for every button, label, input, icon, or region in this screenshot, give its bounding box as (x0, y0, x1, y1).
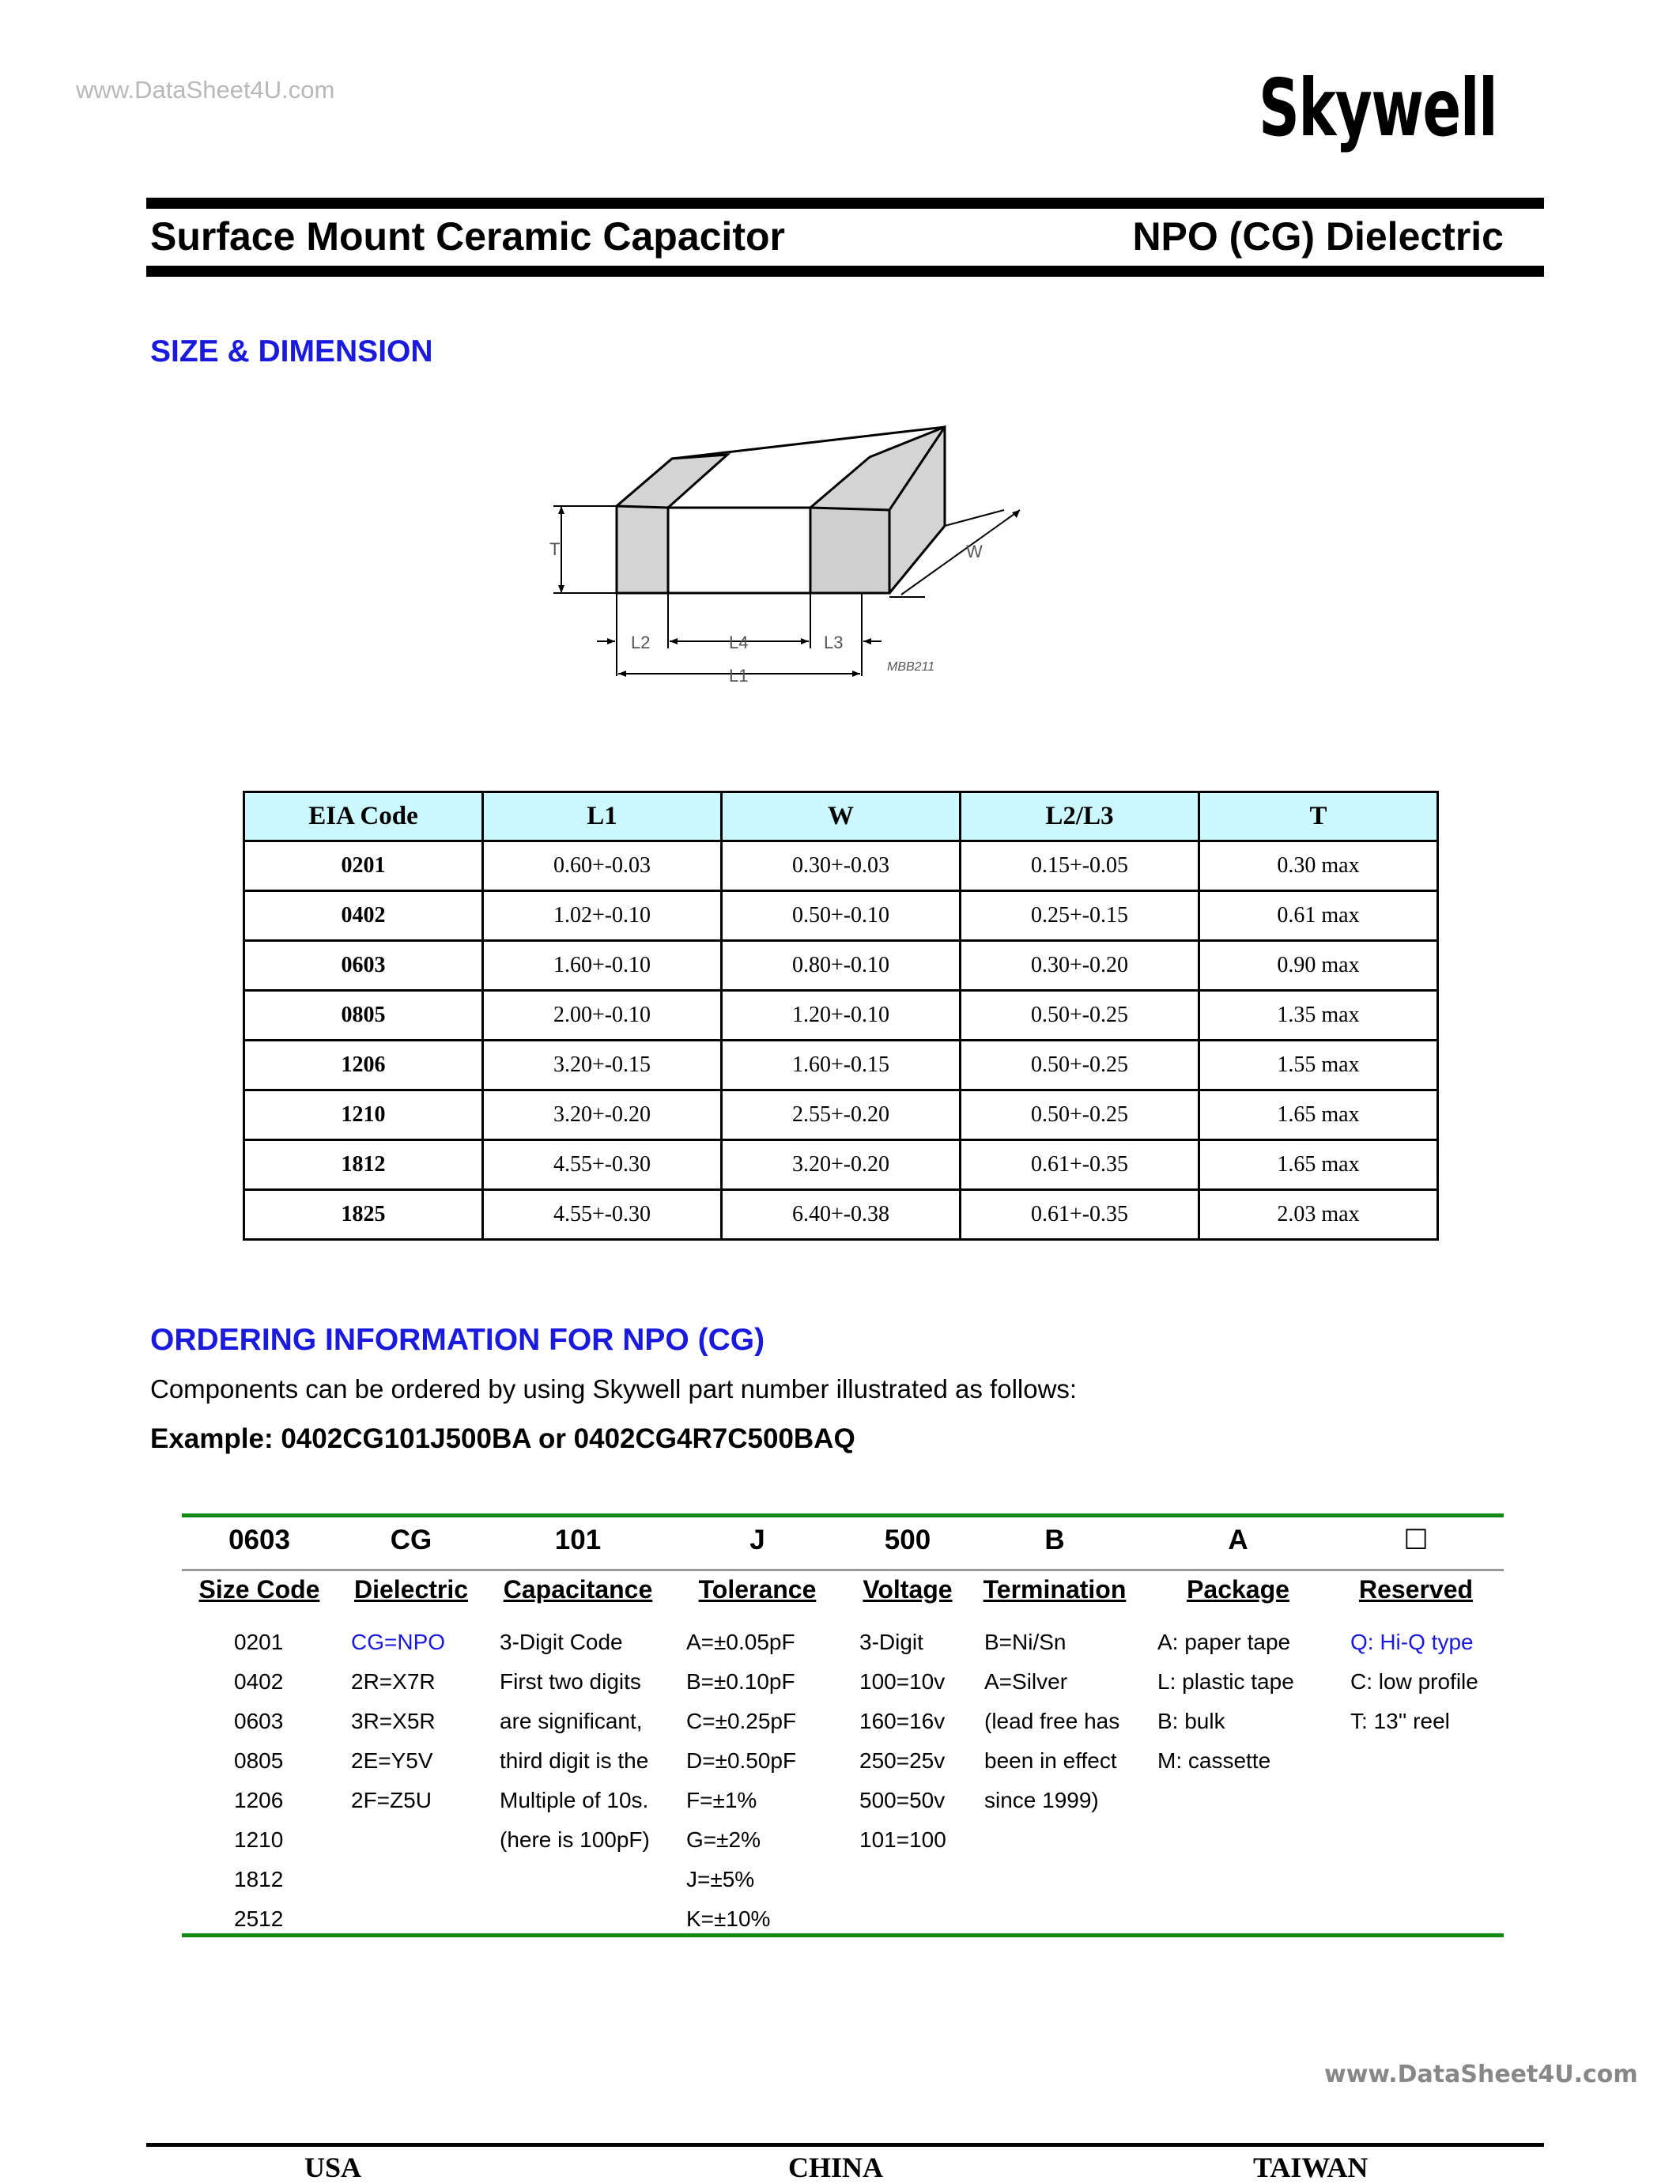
header-voltage: Voltage (863, 1575, 953, 1604)
cell-w: 1.20+-0.10 (722, 991, 961, 1041)
cell-l2-l3: 0.61+-0.35 (961, 1140, 1199, 1190)
code-package: A (1228, 1525, 1248, 1555)
document-subtitle: NPO (CG) Dielectric (1132, 214, 1504, 259)
col-l2-l3: L2/L3 (961, 792, 1199, 841)
list-item: 101=100 (859, 1827, 946, 1852)
list-item: A=±0.05pF (686, 1630, 795, 1654)
label-l2: L2 (631, 633, 651, 652)
termination-options (984, 1623, 1119, 1820)
cell-l1: 4.55+-0.30 (483, 1140, 722, 1190)
table-row (244, 891, 1438, 941)
list-item: 2512 (234, 1906, 284, 1931)
watermark-top[interactable]: www.DataSheet4U.com (76, 76, 335, 104)
list-item: 0805 (234, 1748, 284, 1773)
list-item: 0201 (234, 1630, 284, 1654)
code-capacitance: 101 (554, 1525, 602, 1555)
header-dielectric: Dielectric (353, 1575, 469, 1604)
cell-eia-code: 1206 (244, 1041, 483, 1090)
cell-w: 0.50+-0.10 (722, 891, 961, 941)
list-item: 2R=X7R (351, 1669, 436, 1694)
list-item: 3R=X5R (351, 1709, 436, 1733)
list-item: J=±5% (686, 1867, 755, 1891)
footer-usa: USA (304, 2152, 362, 2183)
label-t: T (549, 539, 561, 559)
header-reserved: Reserved (1358, 1575, 1474, 1604)
voltage-options (859, 1623, 946, 1860)
cell-w: 2.55+-0.20 (722, 1090, 961, 1140)
list-item: 1210 (234, 1827, 284, 1852)
list-item: A=Silver (984, 1669, 1068, 1694)
header-size-code: Size Code (198, 1575, 320, 1604)
label-l3: L3 (824, 633, 844, 652)
col-eia-code: EIA Code (244, 792, 483, 841)
cell-l1: 3.20+-0.20 (483, 1090, 722, 1140)
table-row (244, 1190, 1438, 1240)
capacitor-dimension-diagram (546, 419, 1059, 688)
code-termination: B (1044, 1525, 1065, 1555)
cell-w: 6.40+-0.38 (722, 1190, 961, 1240)
header-capacitance: Capacitance (503, 1575, 653, 1604)
cell-l2-l3: 0.30+-0.20 (961, 941, 1199, 991)
capacitance-options (500, 1623, 650, 1860)
cell-l2-l3: 0.25+-0.15 (961, 891, 1199, 941)
list-item: C=±0.25pF (686, 1709, 797, 1733)
list-item: 1812 (234, 1867, 284, 1891)
col-w: W (722, 792, 961, 841)
reserved-options (1350, 1623, 1478, 1741)
list-item: B=±0.10pF (686, 1669, 795, 1694)
cell-t: 1.65 max (1199, 1140, 1438, 1190)
label-l1: L1 (729, 666, 749, 686)
cell-l1: 1.60+-0.10 (483, 941, 722, 991)
size-dimension-table (243, 791, 1439, 1241)
table-header-row (244, 792, 1438, 841)
list-item: 3-Digit (859, 1630, 923, 1654)
list-item: been in effect (984, 1748, 1117, 1773)
table-row (244, 1090, 1438, 1140)
cell-eia-code: 1210 (244, 1090, 483, 1140)
list-item: third digit is the (500, 1748, 649, 1773)
cell-l1: 0.60+-0.03 (483, 841, 722, 891)
ordering-bottom-rule (182, 1933, 1504, 1937)
cell-l2-l3: 0.50+-0.25 (961, 1090, 1199, 1140)
document-title: Surface Mount Ceramic Capacitor (150, 214, 785, 259)
list-item: 160=16v (859, 1709, 946, 1733)
header-termination: Termination (983, 1575, 1127, 1604)
list-item: since 1999) (984, 1788, 1099, 1812)
list-item: Q: Hi-Q type (1350, 1630, 1474, 1654)
list-item: F=±1% (686, 1788, 757, 1812)
label-l4: L4 (729, 633, 749, 652)
cell-l2-l3: 0.61+-0.35 (961, 1190, 1199, 1240)
list-item: D=±0.50pF (686, 1748, 797, 1773)
list-item: Multiple of 10s. (500, 1788, 649, 1812)
list-item: B=Ni/Sn (984, 1630, 1067, 1654)
list-item: (here is 100pF) (500, 1827, 650, 1852)
list-item: 0603 (234, 1709, 284, 1733)
ordering-intro: Components can be ordered by using Skywell part number illustrated as follows: (150, 1374, 1078, 1404)
watermark-bottom[interactable]: www.DataSheet4U.com (1324, 2061, 1638, 2088)
cell-t: 0.90 max (1199, 941, 1438, 991)
list-item: M: cassette (1157, 1748, 1271, 1773)
footer-rule (146, 2143, 1544, 2147)
size-dimension-heading: SIZE & DIMENSION (150, 334, 433, 368)
list-item: 2E=Y5V (351, 1748, 433, 1773)
title-bottom-rule (146, 266, 1544, 277)
list-item: B: bulk (1157, 1709, 1225, 1733)
cell-w: 3.20+-0.20 (722, 1140, 961, 1190)
cell-w: 0.80+-0.10 (722, 941, 961, 991)
cell-t: 1.55 max (1199, 1041, 1438, 1090)
cell-l2-l3: 0.50+-0.25 (961, 991, 1199, 1041)
list-item: 2F=Z5U (351, 1788, 432, 1812)
size-code-options (234, 1623, 283, 1939)
title-top-rule (146, 198, 1544, 209)
tolerance-options (686, 1623, 796, 1939)
list-item: T: 13'' reel (1350, 1709, 1450, 1733)
ordering-heading: ORDERING INFORMATION FOR NPO (CG) (150, 1323, 765, 1357)
list-item: 250=25v (859, 1748, 946, 1773)
list-item: K=±10% (686, 1906, 771, 1931)
diagram-ref: MBB211 (887, 660, 935, 674)
cell-t: 1.65 max (1199, 1090, 1438, 1140)
footer-china: CHINA (788, 2152, 884, 2183)
ordering-top-rule (182, 1513, 1504, 1517)
list-item: 0402 (234, 1669, 284, 1694)
table-row (244, 1041, 1438, 1090)
table-row (244, 991, 1438, 1041)
col-l1: L1 (483, 792, 722, 841)
cell-l1: 1.02+-0.10 (483, 891, 722, 941)
cell-eia-code: 1825 (244, 1190, 483, 1240)
table-row (244, 841, 1438, 891)
package-options (1157, 1623, 1294, 1781)
cell-l1: 2.00+-0.10 (483, 991, 722, 1041)
header-tolerance: Tolerance (698, 1575, 817, 1604)
footer-taiwan: TAIWAN (1253, 2152, 1369, 2183)
cell-eia-code: 0603 (244, 941, 483, 991)
list-item: G=±2% (686, 1827, 761, 1852)
cell-eia-code: 0402 (244, 891, 483, 941)
cell-l2-l3: 0.15+-0.05 (961, 841, 1199, 891)
col-t: T (1199, 792, 1438, 841)
table-row (244, 1140, 1438, 1190)
cell-t: 1.35 max (1199, 991, 1438, 1041)
cell-l2-l3: 0.50+-0.25 (961, 1041, 1199, 1090)
code-voltage: 500 (884, 1525, 931, 1555)
list-item: A: paper tape (1157, 1630, 1291, 1654)
cell-w: 0.30+-0.03 (722, 841, 961, 891)
table-row (244, 941, 1438, 991)
cell-t: 2.03 max (1199, 1190, 1438, 1240)
skywell-logo: Skywell (1259, 62, 1497, 154)
list-item: 500=50v (859, 1788, 946, 1812)
cell-eia-code: 1812 (244, 1140, 483, 1190)
label-w: W (966, 542, 983, 561)
cell-eia-code: 0805 (244, 991, 483, 1041)
header-package: Package (1187, 1575, 1289, 1604)
cell-eia-code: 0201 (244, 841, 483, 891)
list-item: 1206 (234, 1788, 284, 1812)
cell-t: 0.61 max (1199, 891, 1438, 941)
cell-t: 0.30 max (1199, 841, 1438, 891)
list-item: CG=NPO (351, 1630, 446, 1654)
cell-l1: 4.55+-0.30 (483, 1190, 722, 1240)
ordering-example: Example: 0402CG101J500BA or 0402CG4R7C500BAQ (150, 1423, 855, 1454)
list-item: First two digits (500, 1669, 641, 1694)
list-item: 3-Digit Code (500, 1630, 623, 1654)
list-item: C: low profile (1350, 1669, 1478, 1694)
list-item: are significant, (500, 1709, 643, 1733)
dielectric-options (351, 1623, 445, 1820)
code-reserved: ☐ (1403, 1525, 1429, 1555)
ordering-divider (182, 1569, 1504, 1571)
list-item: 100=10v (859, 1669, 946, 1694)
code-tolerance: J (749, 1525, 765, 1555)
list-item: (lead free has (984, 1709, 1120, 1733)
cell-w: 1.60+-0.15 (722, 1041, 961, 1090)
code-size: 0603 (228, 1525, 290, 1555)
code-dielectric: CG (390, 1525, 432, 1555)
list-item: L: plastic tape (1157, 1669, 1294, 1694)
cell-l1: 3.20+-0.15 (483, 1041, 722, 1090)
